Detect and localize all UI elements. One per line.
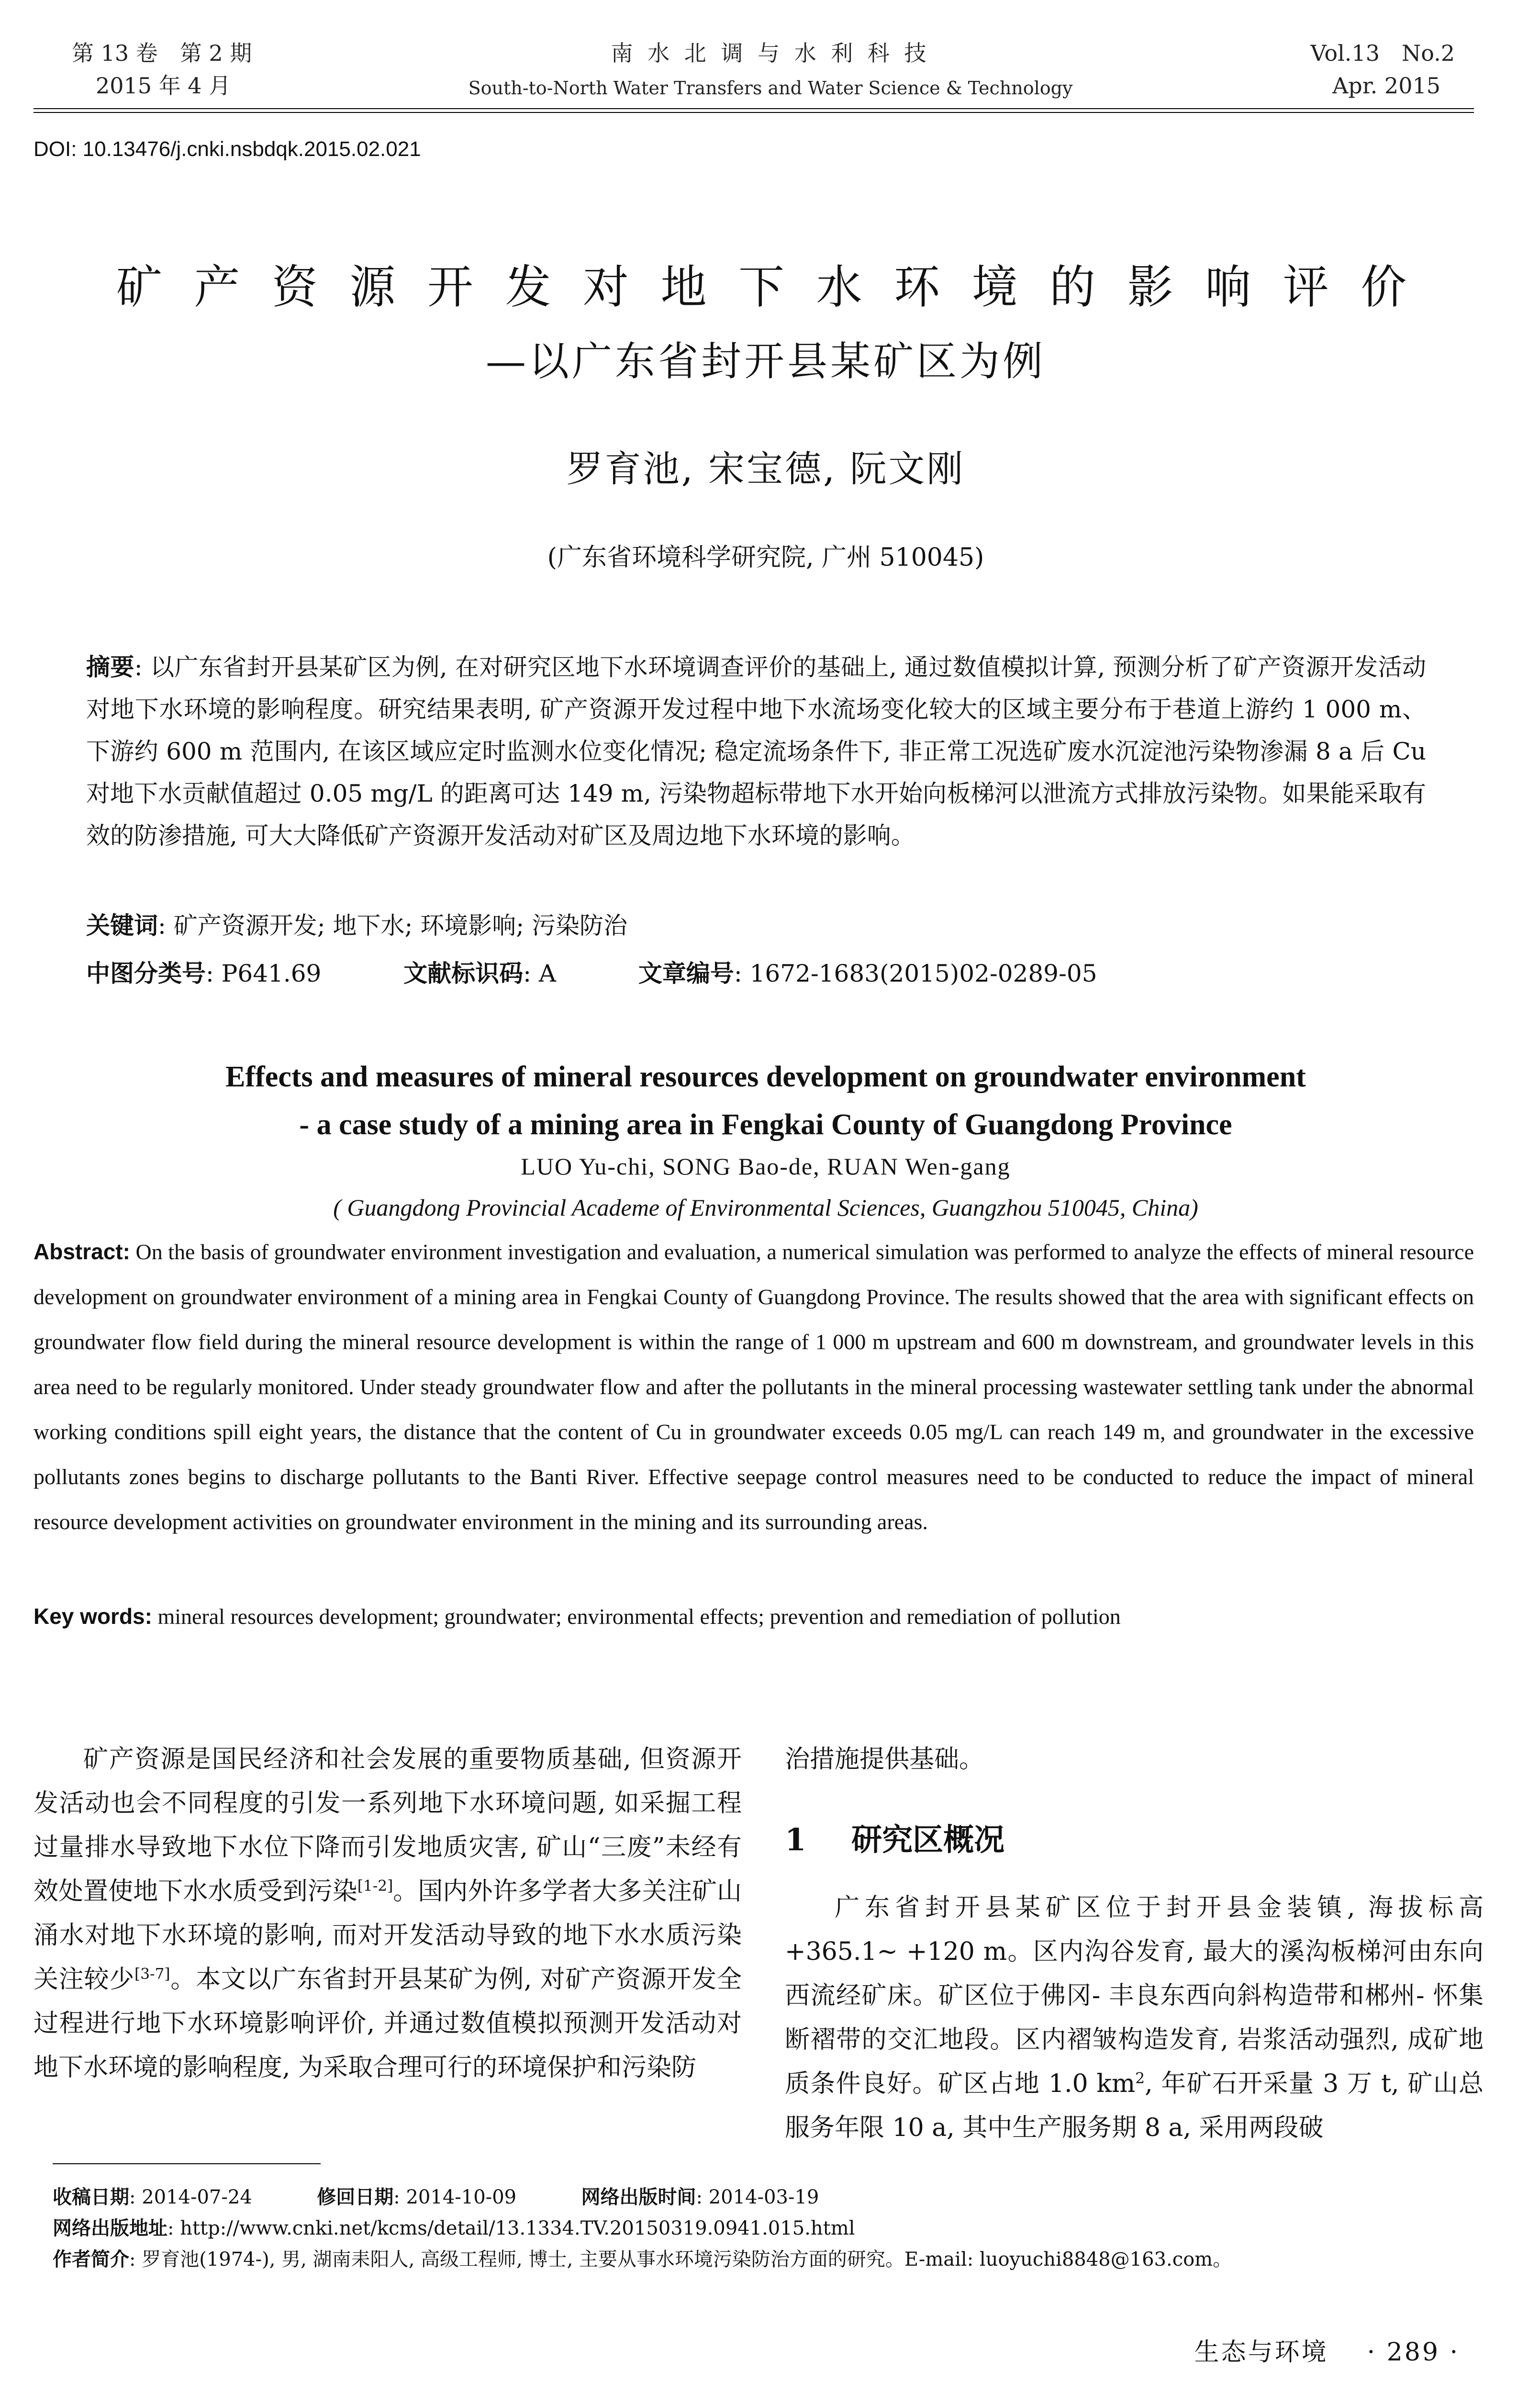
body-left-text-3: 。本文以广东省封开县某矿为例, 对矿产资源开发全过程进行地下水环境影响评价, 并通过数值模拟预测开发活动对地下水环境的影响程度, 为采取合理可行的环境保护和污染防 [33, 1965, 742, 2082]
clc-label: 中图分类号 [86, 959, 206, 987]
body-right-continuation: 治措施提供基础。 [785, 1745, 984, 1774]
citation-2: [3-7] [134, 1965, 170, 1983]
body-right-text-2: , 年矿石开采量 3 万 t, 矿山总服务年限 10 a, 其中生产服务期 8 a, 采用两段破 [785, 2069, 1484, 2142]
classification-line: 中图分类号: P641.69 文献标识码: A 文章编号: 1672-1683(2015)02-0289-05 [86, 959, 1097, 987]
footnote-dates: 收稿日期: 2014-07-24 修回日期: 2014-10-09 网络出版时间: 2014-03-19 [53, 2186, 819, 2208]
body-left-text-1: 矿产资源是国民经济和社会发展的重要物质基础, 但资源开发活动也会不同程度的引发一系列地下水环境问题, 如采掘工程过量排水导致地下水位下降而引发地质灾害, 矿山“三废”未经有效处置使地下水水质受到污染 [33, 1745, 742, 1906]
en-title-line1: Effects and measures of mineral resources development on groundwater environment [225, 1061, 1306, 1093]
body-right-paragraph [785, 1886, 1484, 2150]
paper-subtitle: —以广东省封开县某矿区为例 [485, 338, 1046, 385]
footer-section-name: 生态与环境 [1194, 2338, 1328, 2367]
keywords-cn: 关键词: 矿产资源开发; 地下水; 环境影响; 污染防治 [86, 911, 627, 939]
received-date: 2014-07-24 [142, 2186, 252, 2208]
author-bio: 罗育池(1974-), 男, 湖南耒阳人, 高级工程师, 博士, 主要从事水环境污染防治方面的研究。E-mail: luoyuchi8848@163.com。 [142, 2248, 1232, 2270]
abstract-cn: 摘要: 以广东省封开县某矿区为例, 在对研究区地下水环境调查评价的基础上, 通过数值模拟计算, 预测分析了矿产资源开发活动对地下水环境的影响程度。研究结果表明, 矿产资源开发过程中地下水流场变化较大的区域主要分布于巷道上游约 1 000 m、下游约 600 m 范围内, 在该区域应定时监测水位变化情况; 稳定流场条件下, 非正常工况选矿废水沉淀池污染物渗漏 8 a 后 Cu 对地下水贡献值超过 0.05 mg/L 的距离可达 149 m, 污染物超标带地下水开始向板梯河以泄流方式排放污染物。如果能采取有效的防渗措施, 可大大降低矿产资源开发活动对矿区及周边地下水环境的影响。 [86, 653, 1427, 850]
en-affiliation: ( Guangdong Provincial Academe of Environmental Sciences, Guangzhou 510045, China) [333, 1194, 1198, 1221]
section-1-heading [785, 1819, 1484, 1862]
revised-date: 2014-10-09 [406, 2186, 517, 2208]
article-no-label: 文章编号 [638, 959, 734, 987]
header-date-en: Apr. 2015 [1332, 73, 1440, 99]
abstract-cn-text: 以广东省封开县某矿区为例, 在对研究区地下水环境调查评价的基础上, 通过数值模拟计算, 预测分析了矿产资源开发活动对地下水环境的影响程度。研究结果表明, 矿产资源开发过程中地下水流场变化较大的区域主要分布于巷道上游约 1 000 m、下游约 600 m 范围内, 在该区域应定时监测水位变化情况; 稳定流场条件下, 非正常工况选矿废水沉淀池污染物渗漏 8 a 后 Cu 对地下水贡献值超过 0.05 mg/L 的距离可达 149 m, 污染物超标带地下水开始向板梯河以泄流方式排放污染物。如果能采取有效的防渗措施, 可大大降低矿产资源开发活动对矿区及周边地下水环境的影响。 [86, 653, 1427, 850]
footnote-rule [53, 2163, 321, 2164]
en-title-line2: - a case study of a mining area in Fengkai County of Guangdong Province [299, 1108, 1232, 1141]
online-label: 网络出版时间 [581, 2186, 696, 2208]
footnote-url: 网络出版地址: http://www.cnki.net/kcms/detail/13.1334.TV.20150319.0941.015.html [53, 2217, 855, 2239]
en-abstract-label: Abstract: [33, 1239, 130, 1264]
en-keywords-label: Key words: [33, 1604, 152, 1629]
clc-value: P641.69 [221, 960, 322, 987]
en-keywords [33, 1594, 1474, 1639]
doc-code-label: 文献标识码 [403, 959, 524, 987]
en-keywords-text: mineral resources development; groundwater; environmental effects; prevention and remediation of pollution [157, 1604, 1121, 1629]
header-rule-second [33, 112, 1474, 113]
footnote-author: 作者简介: 罗育池(1974-), 男, 湖南耒阳人, 高级工程师, 博士, 主要从事水环境污染防治方面的研究。E-mail: luoyuchi8848@163.com。 [53, 2248, 1232, 2270]
body-left-text-2: 。国内外许多学者大多关注矿山涌水对地下水环境的影响, 而对开发活动导致的地下水水质污染关注较少 [33, 1877, 742, 1994]
header-volume-issue-en: Vol.13 No.2 [1310, 40, 1455, 66]
doc-code-value: A [538, 960, 557, 987]
received-label: 收稿日期 [53, 2186, 129, 2208]
en-abstract-text: On the basis of groundwater environment investigation and evaluation, a numerical simulation was performed to analyze the effects of mineral resource development on groundwater environment of a mining area in Fengkai County of Guangdong Province. The results showed that the area with significant effects on groundwater flow field during the mineral resource development is within the range of 1 000 m upstream and 600 m downstream, and groundwater levels in this area need to be regularly monitored. Under steady groundwater flow and after the pollutants in the mineral processing wastewater settling tank under the abnormal working conditions spill eight years, the distance that the content of Cu in groundwater exceeds 0.05 mg/L can reach 149 m, and groundwater in the excessive pollutants zones begins to discharge pollutants to the Banti River. Effective seepage control measures need to be conducted to reduce the impact of mineral resource development activities on groundwater environment in the mining and its surrounding areas. [33, 1240, 1474, 1534]
citation-1: [1-2] [357, 1877, 393, 1895]
en-authors: LUO Yu-chi, SONG Bao-de, RUAN Wen-gang [521, 1153, 1011, 1180]
url-label: 网络出版地址 [53, 2217, 167, 2239]
doi: DOI: 10.13476/j.cnki.nsbdqk.2015.02.021 [33, 137, 421, 161]
body-left-paragraph [33, 1737, 742, 2090]
body-right-text-1: 广东省封开县某矿区位于封开县金装镇, 海拔标高+365.1~ +120 m。区内沟谷发育, 最大的溪沟板梯河由东向西流经矿床。矿区位于佛冈- 丰良东西向斜构造带和郴州- 怀集断褶带的交汇地段。区内褶皱构造发育, 岩浆活动强烈, 成矿地质条件良好。矿区占地 1.0 km [785, 1893, 1484, 2098]
abstract-cn-label: 摘要 [86, 653, 134, 681]
page-number: · 289 · [1367, 2338, 1460, 2367]
header-date: 2015 年 4 月 [96, 73, 231, 99]
paper-title: 矿 产 资 源 开 发 对 地 下 水 环 境 的 影 响 评 价 [116, 260, 1416, 314]
page-footer [957, 2336, 1460, 2369]
online-date: 2014-03-19 [708, 2186, 819, 2208]
section-1-number: 1 [785, 1822, 806, 1858]
online-url: http://www.cnki.net/kcms/detail/13.1334.TV.20150319.0941.015.html [180, 2217, 855, 2239]
header-volume-issue: 第 13 卷 第 2 期 [72, 40, 252, 66]
keywords-cn-label: 关键词 [86, 911, 158, 939]
header-rule [33, 108, 1474, 109]
header-journal-en: South-to-North Water Transfers and Water Science & Technology [468, 78, 1073, 99]
en-abstract [33, 1229, 1474, 1544]
article-no-value: 1672-1683(2015)02-0289-05 [749, 960, 1097, 987]
affiliation-cn: (广东省环境科学研究院, 广州 510045) [547, 543, 984, 572]
authors-cn: 罗育池, 宋宝德, 阮文刚 [566, 447, 965, 490]
superscript-2: 2 [1135, 2069, 1145, 2087]
header-journal-cn: 南 水 北 调 与 水 利 科 技 [611, 40, 930, 66]
revised-label: 修回日期 [317, 2186, 394, 2208]
keywords-cn-text: 矿产资源开发; 地下水; 环境影响; 污染防治 [173, 912, 627, 939]
section-1-title: 研究区概况 [851, 1822, 1005, 1858]
author-bio-label: 作者简介 [53, 2248, 129, 2270]
